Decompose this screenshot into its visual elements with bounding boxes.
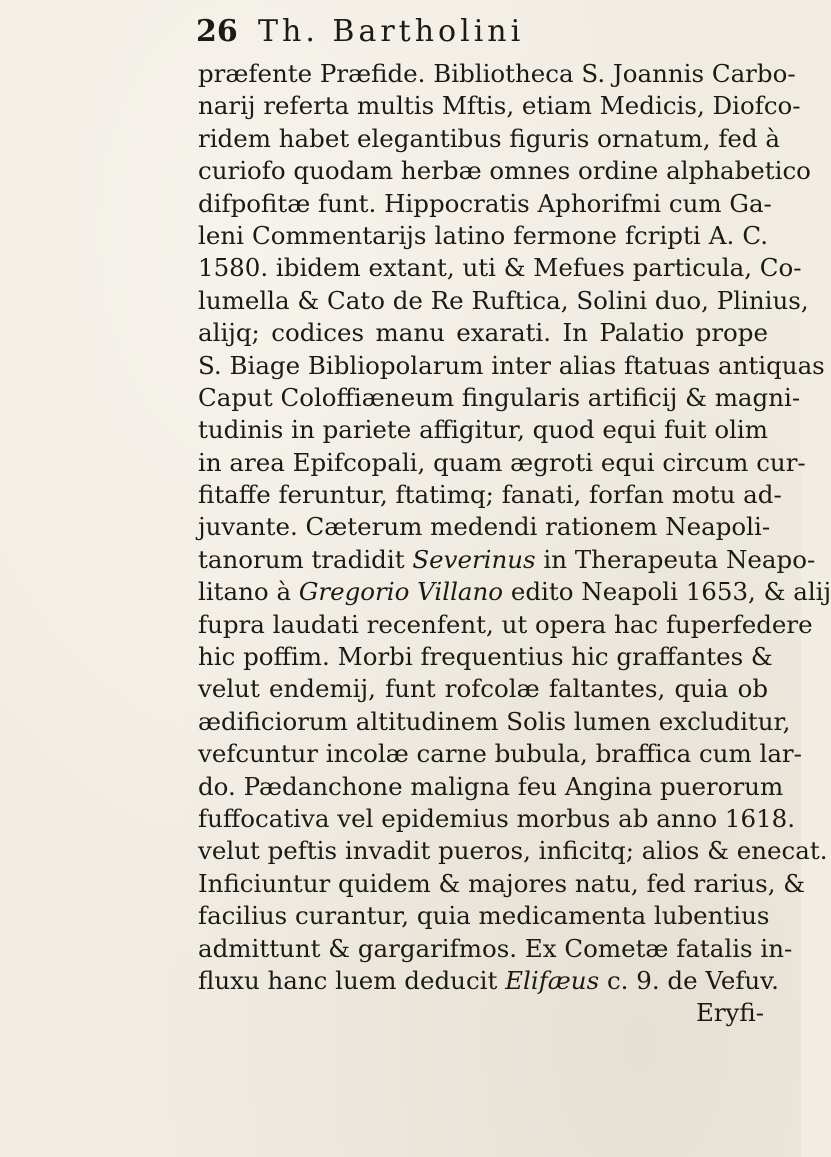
text-segment: fitaffe feruntur, ftatimq; fanati, forfan motu ad- [198, 480, 782, 510]
text-segment: difpofitæ funt. Hippocratis Aphorifmi cum Ga- [198, 188, 772, 218]
text-segment: in Therapeuta Neapo- [535, 544, 816, 574]
text-line [198, 544, 816, 576]
text-segment: c. 9. de Vefuv. [599, 965, 779, 995]
text-line [198, 673, 768, 705]
text-line [198, 965, 779, 997]
text-segment: præfente Præfide. Bibliotheca S. Joannis Carbo- [198, 59, 796, 88]
text-segment: facilius curantur, quia medicamenta lubentius [198, 901, 770, 931]
text-line [198, 123, 780, 155]
text-line [198, 155, 811, 187]
text-segment: ædificiorum altitudinem Solis lumen excluditur, [198, 706, 791, 736]
text-segment: Inficiuntur quidem & majores natu, fed rarius, & [198, 868, 806, 898]
text-line [198, 220, 768, 252]
text-line [198, 58, 796, 90]
page-number: 26 [196, 14, 238, 49]
text-line [198, 317, 768, 349]
text-segment: alijq; codices manu exarati. In Palatio prope [198, 318, 768, 348]
text-line [198, 900, 768, 932]
text-line [198, 771, 784, 803]
text-line [198, 641, 773, 673]
text-segment: fluxu hanc luem deducit [198, 965, 506, 995]
text-segment: tudinis in pariete affigitur, quod equi fuit olim [198, 415, 768, 445]
text-line [198, 868, 806, 900]
text-line [198, 933, 793, 965]
text-line [198, 350, 825, 382]
text-segment: S. Biage Bibliopolarum inter alias ftatuas antiquas [198, 350, 825, 380]
text-line [198, 90, 801, 122]
text-segment: do. Pædanchone maligna feu Angina puerorum [198, 771, 784, 801]
running-head: Th. Bartholini [258, 14, 525, 49]
text-segment: velut endemij, funt rofcolæ faltantes, quia ob [198, 674, 768, 704]
text-line [198, 706, 791, 738]
text-segment: velut peftis invadit pueros, inficitq; alios & enecat. [198, 836, 828, 866]
page-header [196, 14, 756, 54]
text-segment: hic poffim. Morbi frequentius hic graffantes & [198, 642, 773, 672]
text-line [198, 479, 782, 511]
text-segment: in area Epifcopali, quam ægroti equi circum cur- [198, 447, 806, 477]
text-segment: edito Neapoli 1653, & alij [503, 577, 831, 607]
text-line [198, 188, 772, 220]
text-line [198, 414, 768, 446]
text-segment: fuffocativa vel epidemius morbus ab anno 1618. [198, 803, 796, 833]
body-text [198, 58, 831, 1030]
text-line [198, 285, 809, 317]
text-line [198, 835, 828, 867]
italic-text: Severinus [412, 544, 536, 574]
text-segment: leni Commentarijs latino fermone fcripti A. C. [198, 220, 768, 250]
text-segment: litano à [198, 577, 299, 607]
text-segment: Caput Coloffiæneum fingularis artificij & magni- [198, 382, 801, 412]
text-segment: admittunt & gargarifmos. Ex Cometæ fatalis in- [198, 933, 793, 963]
text-segment: ridem habet elegantibus figuris ornatum, fed à [198, 123, 780, 153]
text-line [198, 511, 771, 543]
text-segment: lumella & Cato de Re Ruftica, Solini duo, Plinius, [198, 285, 809, 315]
text-segment: fupra laudati recenfent, ut opera hac fuperfedere [198, 609, 813, 639]
text-segment: 1580. ibidem extant, uti & Mefues particula, Co- [198, 253, 802, 283]
text-segment: vefcuntur incolæ carne bubula, braffica cum lar- [198, 739, 802, 769]
text-line [198, 382, 801, 414]
text-segment: narij referta multis Mftis, etiam Medicis, Diofco- [198, 91, 801, 121]
text-line [198, 609, 813, 641]
text-line [198, 738, 802, 770]
text-line [198, 447, 806, 479]
text-line [198, 803, 796, 835]
text-segment: tanorum tradidit [198, 544, 413, 574]
text-segment: curiofo quodam herbæ omnes ordine alphabetico [198, 156, 811, 186]
text-line [198, 576, 831, 608]
italic-text: Gregorio Villano [298, 577, 504, 607]
text-line [198, 252, 802, 284]
text-segment: Eryfi- [695, 998, 764, 1028]
italic-text: Elifæus [505, 965, 600, 995]
text-line [198, 997, 768, 1029]
text-segment: juvante. Cæterum medendi rationem Neapoli- [198, 512, 771, 542]
